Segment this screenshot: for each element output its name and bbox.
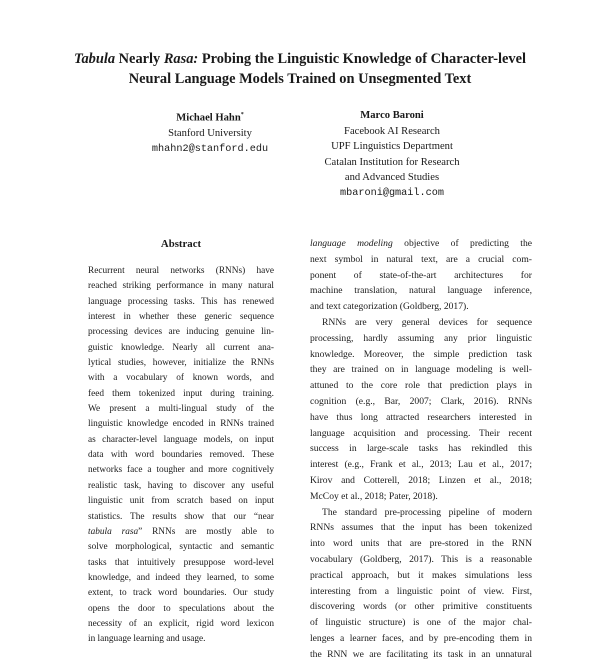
body-line: have thus long attracted researchers interested in bbox=[310, 411, 532, 423]
abstract-line: Recurrent neural networks (RNNs) have bbox=[88, 266, 274, 276]
body-line: McCoy et al., 2018; Pater, 2018). bbox=[310, 490, 438, 502]
abstract-italic-phrase: tabula rasa bbox=[88, 526, 139, 537]
abstract-line: statistics. The results show that our “near bbox=[88, 511, 274, 522]
body-column-right bbox=[310, 236, 532, 663]
abstract-line: extent, to track word boundaries. Our study bbox=[88, 588, 274, 599]
author-email: mbaroni@gmail.com bbox=[340, 187, 444, 199]
title-line-1 bbox=[40, 49, 560, 69]
author-affiliation: Facebook AI Research bbox=[344, 125, 440, 137]
abstract-line: linguistic unit from scratch based on input bbox=[88, 496, 274, 507]
title-text: Nearly bbox=[115, 51, 164, 67]
paper-title bbox=[40, 49, 560, 89]
abstract-line: opens the door to speculations about the bbox=[88, 603, 274, 614]
abstract-line: tasks that intuitively presuppose word-level bbox=[88, 557, 274, 568]
title-text: Probing the Linguistic Knowledge of Character-level bbox=[198, 51, 526, 67]
body-line: the RNN we are facilitating its task in an unnatural bbox=[310, 648, 532, 660]
abstract-line: processing devices are inducing genuine lin- bbox=[88, 327, 274, 338]
title-italic-rasa: Rasa: bbox=[163, 51, 199, 67]
body-line: discovering words (or other primitive constituents bbox=[310, 601, 532, 613]
body-line: The standard pre-processing pipeline of modern bbox=[322, 506, 532, 518]
title-italic-tabula: Tabula bbox=[74, 51, 116, 67]
body-line: success in large-scale tasks has rekindled this bbox=[310, 443, 532, 455]
abstract-body bbox=[88, 264, 274, 648]
body-line: of linguistic structure) is one of the major chal- bbox=[310, 617, 532, 629]
author-affiliation: Stanford University bbox=[168, 128, 252, 140]
abstract-line: We present a multi-lingual study of the bbox=[88, 404, 274, 415]
body-line: practical approach, but it makes simulations less bbox=[310, 569, 532, 581]
abstract-line: networks face a tougher and more cognitively bbox=[88, 465, 274, 476]
abstract-line: data with word boundaries removed. These bbox=[88, 450, 274, 461]
body-line: knowledge. Moreover, the simple prediction task bbox=[310, 348, 532, 360]
body-line-rest: objective of predicting the bbox=[392, 238, 532, 249]
body-line: ponent of state-of-the-art architectures for bbox=[310, 269, 532, 281]
body-line bbox=[310, 236, 532, 252]
abstract-line: with a vocabulary of known words, and bbox=[88, 373, 274, 384]
author-name: Marco Baroni bbox=[360, 110, 424, 121]
body-line: machine translation, natural language inference, bbox=[310, 285, 532, 297]
author-name-text: Michael Hahn bbox=[176, 112, 241, 124]
author-block-2 bbox=[302, 108, 482, 201]
body-line: RNNs are very general devices for sequence bbox=[322, 316, 532, 328]
abstract-line: guistic knowledge. Nearly all current ana- bbox=[88, 342, 274, 353]
abstract-line: solve morphological, syntactic and semantic bbox=[88, 542, 274, 553]
body-line: cognition (e.g., Bar, 2007; Clark, 2016). RNNs bbox=[310, 395, 532, 407]
body-line: vocabulary (Goldberg, 2017). This is a reasonable bbox=[310, 553, 532, 565]
title-line-2: Neural Language Models Trained on Unsegmented Text bbox=[128, 71, 472, 87]
abstract-line-rest: ” RNNs are mostly able to bbox=[138, 526, 274, 537]
abstract-heading: Abstract bbox=[160, 238, 202, 250]
body-italic-term: language modeling bbox=[310, 238, 393, 249]
author-name bbox=[140, 108, 280, 126]
body-line: they are trained on in language modeling is well- bbox=[310, 364, 532, 376]
author-footnote-mark: * bbox=[240, 112, 244, 118]
author-affiliation: UPF Linguistics Department bbox=[331, 141, 453, 152]
body-line: language acquisition and processing. Their recent bbox=[310, 427, 532, 439]
body-line: interest (e.g., Frank et al., 2013; Lau et al., 2017; bbox=[310, 459, 532, 471]
abstract-line: in language learning and usage. bbox=[88, 634, 206, 645]
abstract-line: necessity of an explicit, rigid word lexicon bbox=[88, 618, 274, 629]
abstract-line: linguistic knowledge encoded in RNNs trained bbox=[88, 419, 274, 430]
author-block-1 bbox=[140, 108, 280, 157]
abstract-line: knowledge, and indeed they learned, to some bbox=[88, 572, 274, 583]
body-line: into word units that are pre-stored in the RNN bbox=[310, 538, 532, 550]
body-line: RNNs assumes that the input has been tokenized bbox=[310, 522, 532, 534]
abstract-line bbox=[88, 525, 274, 540]
author-email: mhahn2@stanford.edu bbox=[151, 143, 269, 155]
body-line: attuned to the core role that prediction plays in bbox=[310, 380, 532, 392]
abstract-line: feed them tokenized input during training. bbox=[88, 388, 274, 399]
body-line: interesting from a linguistic point of view. First, bbox=[310, 585, 532, 597]
body-line: and text categorization (Goldberg, 2017). bbox=[310, 301, 469, 313]
abstract-line: reached striking performance in many natural bbox=[88, 281, 274, 292]
body-line: Kirov and Cotterell, 2018; Linzen et al., 2018; bbox=[310, 474, 532, 486]
body-line: next symbol in natural text, are a crucial com- bbox=[310, 253, 532, 265]
body-line: lenges a learner faces, and by pre-encoding them in bbox=[310, 632, 532, 644]
author-affiliation: and Advanced Studies bbox=[344, 172, 440, 183]
abstract-line: as character-level language models, on input bbox=[88, 434, 274, 445]
abstract-line: interest in whether these generic sequence bbox=[88, 312, 274, 323]
abstract-line: realistic task, having to discover any useful bbox=[88, 480, 274, 491]
author-affiliation: Catalan Institution for Research bbox=[324, 156, 460, 168]
abstract-line: lytical studies, however, initialize the RNNs bbox=[88, 358, 274, 369]
abstract-line: language processing tasks. This has renewed bbox=[88, 296, 274, 307]
body-line: processing, hardly assuming any prior linguistic bbox=[310, 332, 532, 344]
